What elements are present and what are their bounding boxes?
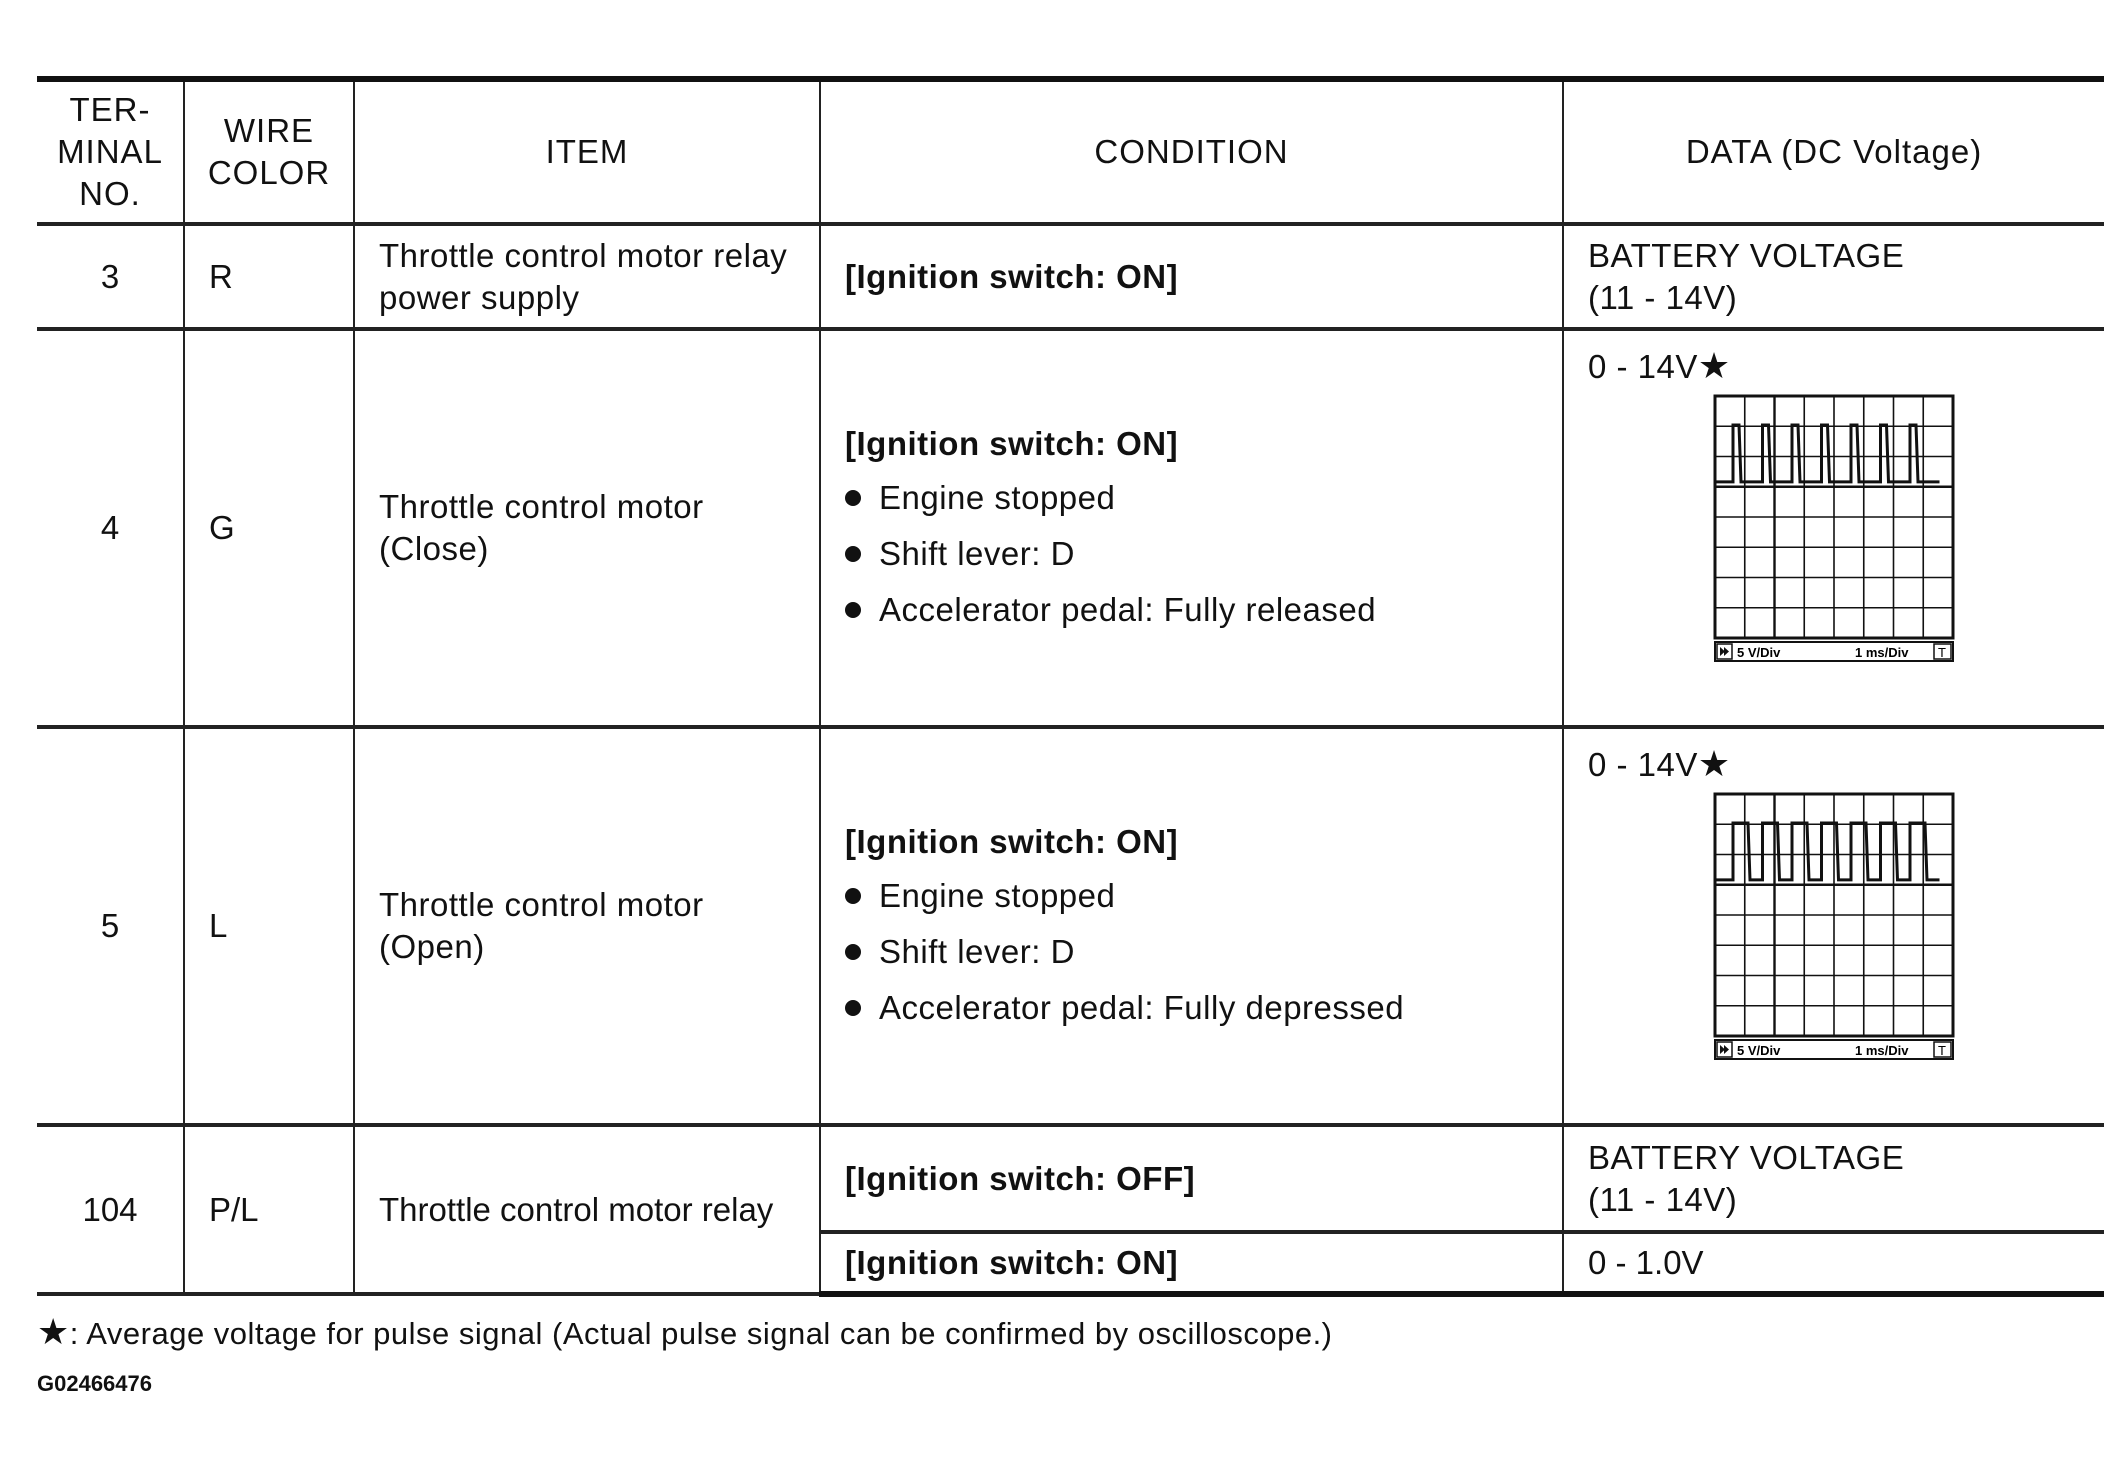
bullet-dot-icon (845, 888, 861, 904)
header-row (37, 79, 2104, 224)
condition-title: [Ignition switch: ON] (845, 1243, 1179, 1281)
condition-bullet (845, 875, 1562, 917)
condition-cell (820, 1125, 1563, 1232)
data-value: 0 - 14V (1588, 348, 1698, 385)
header-wire-line: COLOR (207, 154, 331, 191)
terminal-no: 5 (37, 727, 184, 1125)
condition-bullet (845, 931, 1562, 973)
scope-volt-div: 5 V/Div (1737, 1043, 1781, 1058)
header-condition: CONDITION (820, 79, 1563, 224)
header-data: DATA (DC Voltage) (1563, 79, 2104, 224)
condition-title: [Ignition switch: OFF] (845, 1159, 1196, 1197)
item-cell (354, 329, 820, 727)
condition-bullet (845, 589, 1562, 631)
header-wire-color (184, 79, 354, 224)
header-terminal-line: TER- (69, 91, 151, 128)
oscilloscope-waveform (1712, 393, 1957, 663)
data-cell (1563, 224, 2104, 329)
scope-trigger-label: T (1938, 1043, 1946, 1058)
condition-bullet (845, 533, 1562, 575)
bullet-dot-icon (845, 490, 861, 506)
scope-time-div: 1 ms/Div (1855, 1043, 1909, 1058)
wire-color: L (184, 727, 354, 1125)
wire-color: P/L (184, 1125, 354, 1294)
terminal-no: 4 (37, 329, 184, 727)
bullet-text: Shift lever: D (879, 535, 1075, 572)
item-line: Throttle control motor relay (379, 236, 788, 274)
condition-cell (820, 727, 1563, 1125)
wire-color: G (184, 329, 354, 727)
condition-cell (820, 1232, 1563, 1294)
star-icon: ★ (37, 1311, 70, 1352)
oscilloscope-waveform (1712, 791, 1957, 1061)
data-cell (1563, 1125, 2104, 1232)
bullet-dot-icon (845, 1000, 861, 1016)
scope-volt-div: 5 V/Div (1737, 645, 1781, 660)
item-cell (354, 727, 820, 1125)
row-terminal-5 (37, 727, 2104, 1125)
condition-title: [Ignition switch: ON] (845, 823, 1179, 860)
data-cell (1563, 329, 2104, 727)
star-icon: ★ (1697, 345, 1731, 386)
bullet-text: Accelerator pedal: Fully released (879, 591, 1377, 628)
row-terminal-3 (37, 224, 2104, 329)
item-line: Throttle control motor (379, 488, 704, 525)
header-item: ITEM (354, 79, 820, 224)
terminal-spec-table (37, 76, 2104, 1297)
star-icon: ★ (1697, 743, 1731, 784)
bullet-dot-icon (845, 602, 861, 618)
data-line: (11 - 14V) (1588, 278, 1738, 316)
data-cell: 0 - 1.0V (1563, 1232, 2104, 1294)
header-terminal-line: MINAL (57, 133, 163, 170)
condition-cell (820, 224, 1563, 329)
bullet-text: Engine stopped (879, 877, 1116, 914)
pulse-waveform-trace (1715, 823, 1940, 880)
header-terminal-line: NO. (79, 175, 141, 212)
item-line: Throttle control motor (379, 886, 704, 923)
terminal-no: 3 (37, 224, 184, 329)
item-cell (354, 224, 820, 329)
header-wire-line: WIRE (223, 112, 315, 149)
item-line: (Open) (379, 928, 485, 965)
data-line: (11 - 14V) (1588, 1180, 1738, 1218)
data-line: BATTERY VOLTAGE (1588, 1138, 1905, 1176)
footnote (37, 1311, 1333, 1353)
bullet-text: Accelerator pedal: Fully depressed (879, 989, 1405, 1026)
row-terminal-104-off (37, 1125, 2104, 1232)
pulse-waveform-trace (1715, 425, 1940, 482)
scope-trigger-label: T (1938, 645, 1946, 660)
condition-bullet (845, 987, 1562, 1029)
figure-code: G02466476 (37, 1371, 152, 1396)
bullet-dot-icon (845, 944, 861, 960)
data-line: BATTERY VOLTAGE (1588, 236, 1905, 274)
row-terminal-4 (37, 329, 2104, 727)
item-line: power supply (379, 278, 580, 316)
bullet-dot-icon (845, 546, 861, 562)
item-line: (Close) (379, 530, 489, 567)
data-cell (1563, 727, 2104, 1125)
scope-arrow-icon (1720, 1045, 1729, 1054)
wire-color: R (184, 224, 354, 329)
scope-arrow-icon (1720, 647, 1729, 656)
condition-bullet (845, 477, 1562, 519)
condition-cell (820, 329, 1563, 727)
terminal-no: 104 (37, 1125, 184, 1294)
scope-time-div: 1 ms/Div (1855, 645, 1909, 660)
header-terminal-no (37, 79, 184, 224)
footnote-text: : Average voltage for pulse signal (Actual pulse signal can be confirmed by oscilloscope.) (69, 1316, 1333, 1351)
bullet-text: Shift lever: D (879, 933, 1075, 970)
bullet-text: Engine stopped (879, 479, 1116, 516)
condition-title: [Ignition switch: ON] (845, 425, 1179, 462)
data-value: 0 - 14V (1588, 746, 1698, 783)
item-cell: Throttle control motor relay (354, 1125, 820, 1294)
condition-title: [Ignition switch: ON] (845, 257, 1179, 295)
